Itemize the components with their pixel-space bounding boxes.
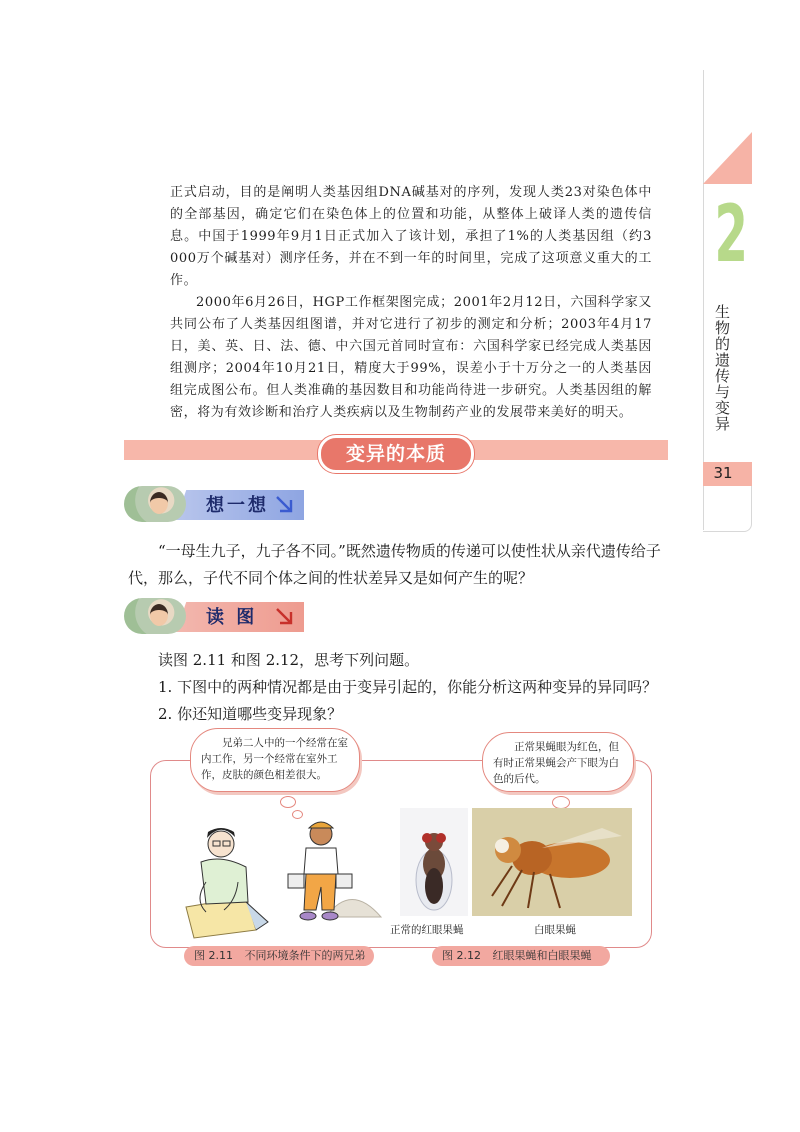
section-title: 变异的本质 [318, 435, 474, 473]
margin-triangle [703, 132, 752, 184]
think-label: 想一想 [206, 495, 269, 516]
read-photo [124, 598, 186, 634]
read-question-2: 2. 你还知道哪些变异现象？ [158, 705, 343, 723]
chapter-number: 2 [714, 190, 749, 280]
think-banner [124, 486, 304, 522]
read-intro: 读图 2.11 和图 2.12，思考下列问题。 [158, 651, 420, 669]
red-eye-fly-photo [400, 808, 468, 916]
read-question-1: 1. 下图中的两种情况都是由于变异引起的，你能分析这两种变异的异同吗？ [158, 678, 658, 696]
chapter-title: 生物的遗传与变异 [713, 304, 731, 432]
page-tab [703, 486, 752, 532]
read-label: 读 图 [206, 607, 258, 628]
figure-2-11-text: 不同环境条件下的两兄弟 [244, 949, 366, 962]
arrow-down-right-icon [274, 606, 296, 628]
figure-2-12-number: 图 2.12 [442, 949, 481, 962]
brothers-illustration [176, 812, 386, 940]
bubble-dot [280, 796, 296, 808]
white-eye-fly-photo [472, 808, 632, 916]
read-questions [128, 647, 688, 728]
figure-2-12-text: 红眼果蝇和白眼果蝇 [492, 949, 592, 962]
white-eye-fly-label: 白眼果蝇 [534, 924, 576, 936]
think-photo [124, 486, 186, 522]
arrow-down-right-icon [274, 494, 296, 516]
prose-paragraph-2: 2000年6月26日，HGP工作框架图完成；2001年2月12日，六国科学家又共同公布了人类基因组图谱，并对它进行了初步的测定和分析；2003年4月17日，美、英、日、法、德、中六国元首同时宣布：六国科学家已经完成人类基因组测序；2004年10月21日，精度大于99%，误差小于十万分之一的人类基因组完成图公布。但人类准确的基因数目和功能尚待进一步研究。人类基因组的解密，将为有效诊断和治疗人类疾病以及生物制药产业的发展带来美好的明天。 [170, 295, 652, 420]
red-eye-fly-label: 正常的红眼果蝇 [390, 924, 464, 936]
prose-block [170, 182, 652, 424]
read-banner [124, 598, 304, 634]
think-text: “一母生九子，九子各不同。”既然遗传物质的传递可以使性状从亲代遗传给子代，那么，子代不同个体之间的性状差异又是如何产生的呢？ [128, 542, 661, 587]
figure-2-11-number: 图 2.11 [194, 949, 233, 962]
figure-2-12-caption [432, 946, 610, 966]
page-number: 31 [713, 464, 733, 482]
prose-paragraph-1: 正式启动，目的是阐明人类基因组DNA碱基对的序列，发现人类23对染色体中的全部基因，确定它们在染色体上的位置和功能，从整体上破译人类的遗传信息。中国于1999年9月1日正式加入了该计划，承担了1%的人类基因组（约3 000万个碱基对）测序任务，并在不到一年的时间里，完成了这项意义重大的工作。 [170, 185, 652, 288]
figure-2-11-caption [184, 946, 374, 966]
speech-bubble-right: 正常果蝇眼为红色，但有时正常果蝇会产下眼为白色的后代。 [482, 732, 634, 792]
speech-bubble-left: 兄弟二人中的一个经常在室内工作，另一个经常在室外工作，皮肤的颜色相差很大。 [190, 728, 360, 792]
